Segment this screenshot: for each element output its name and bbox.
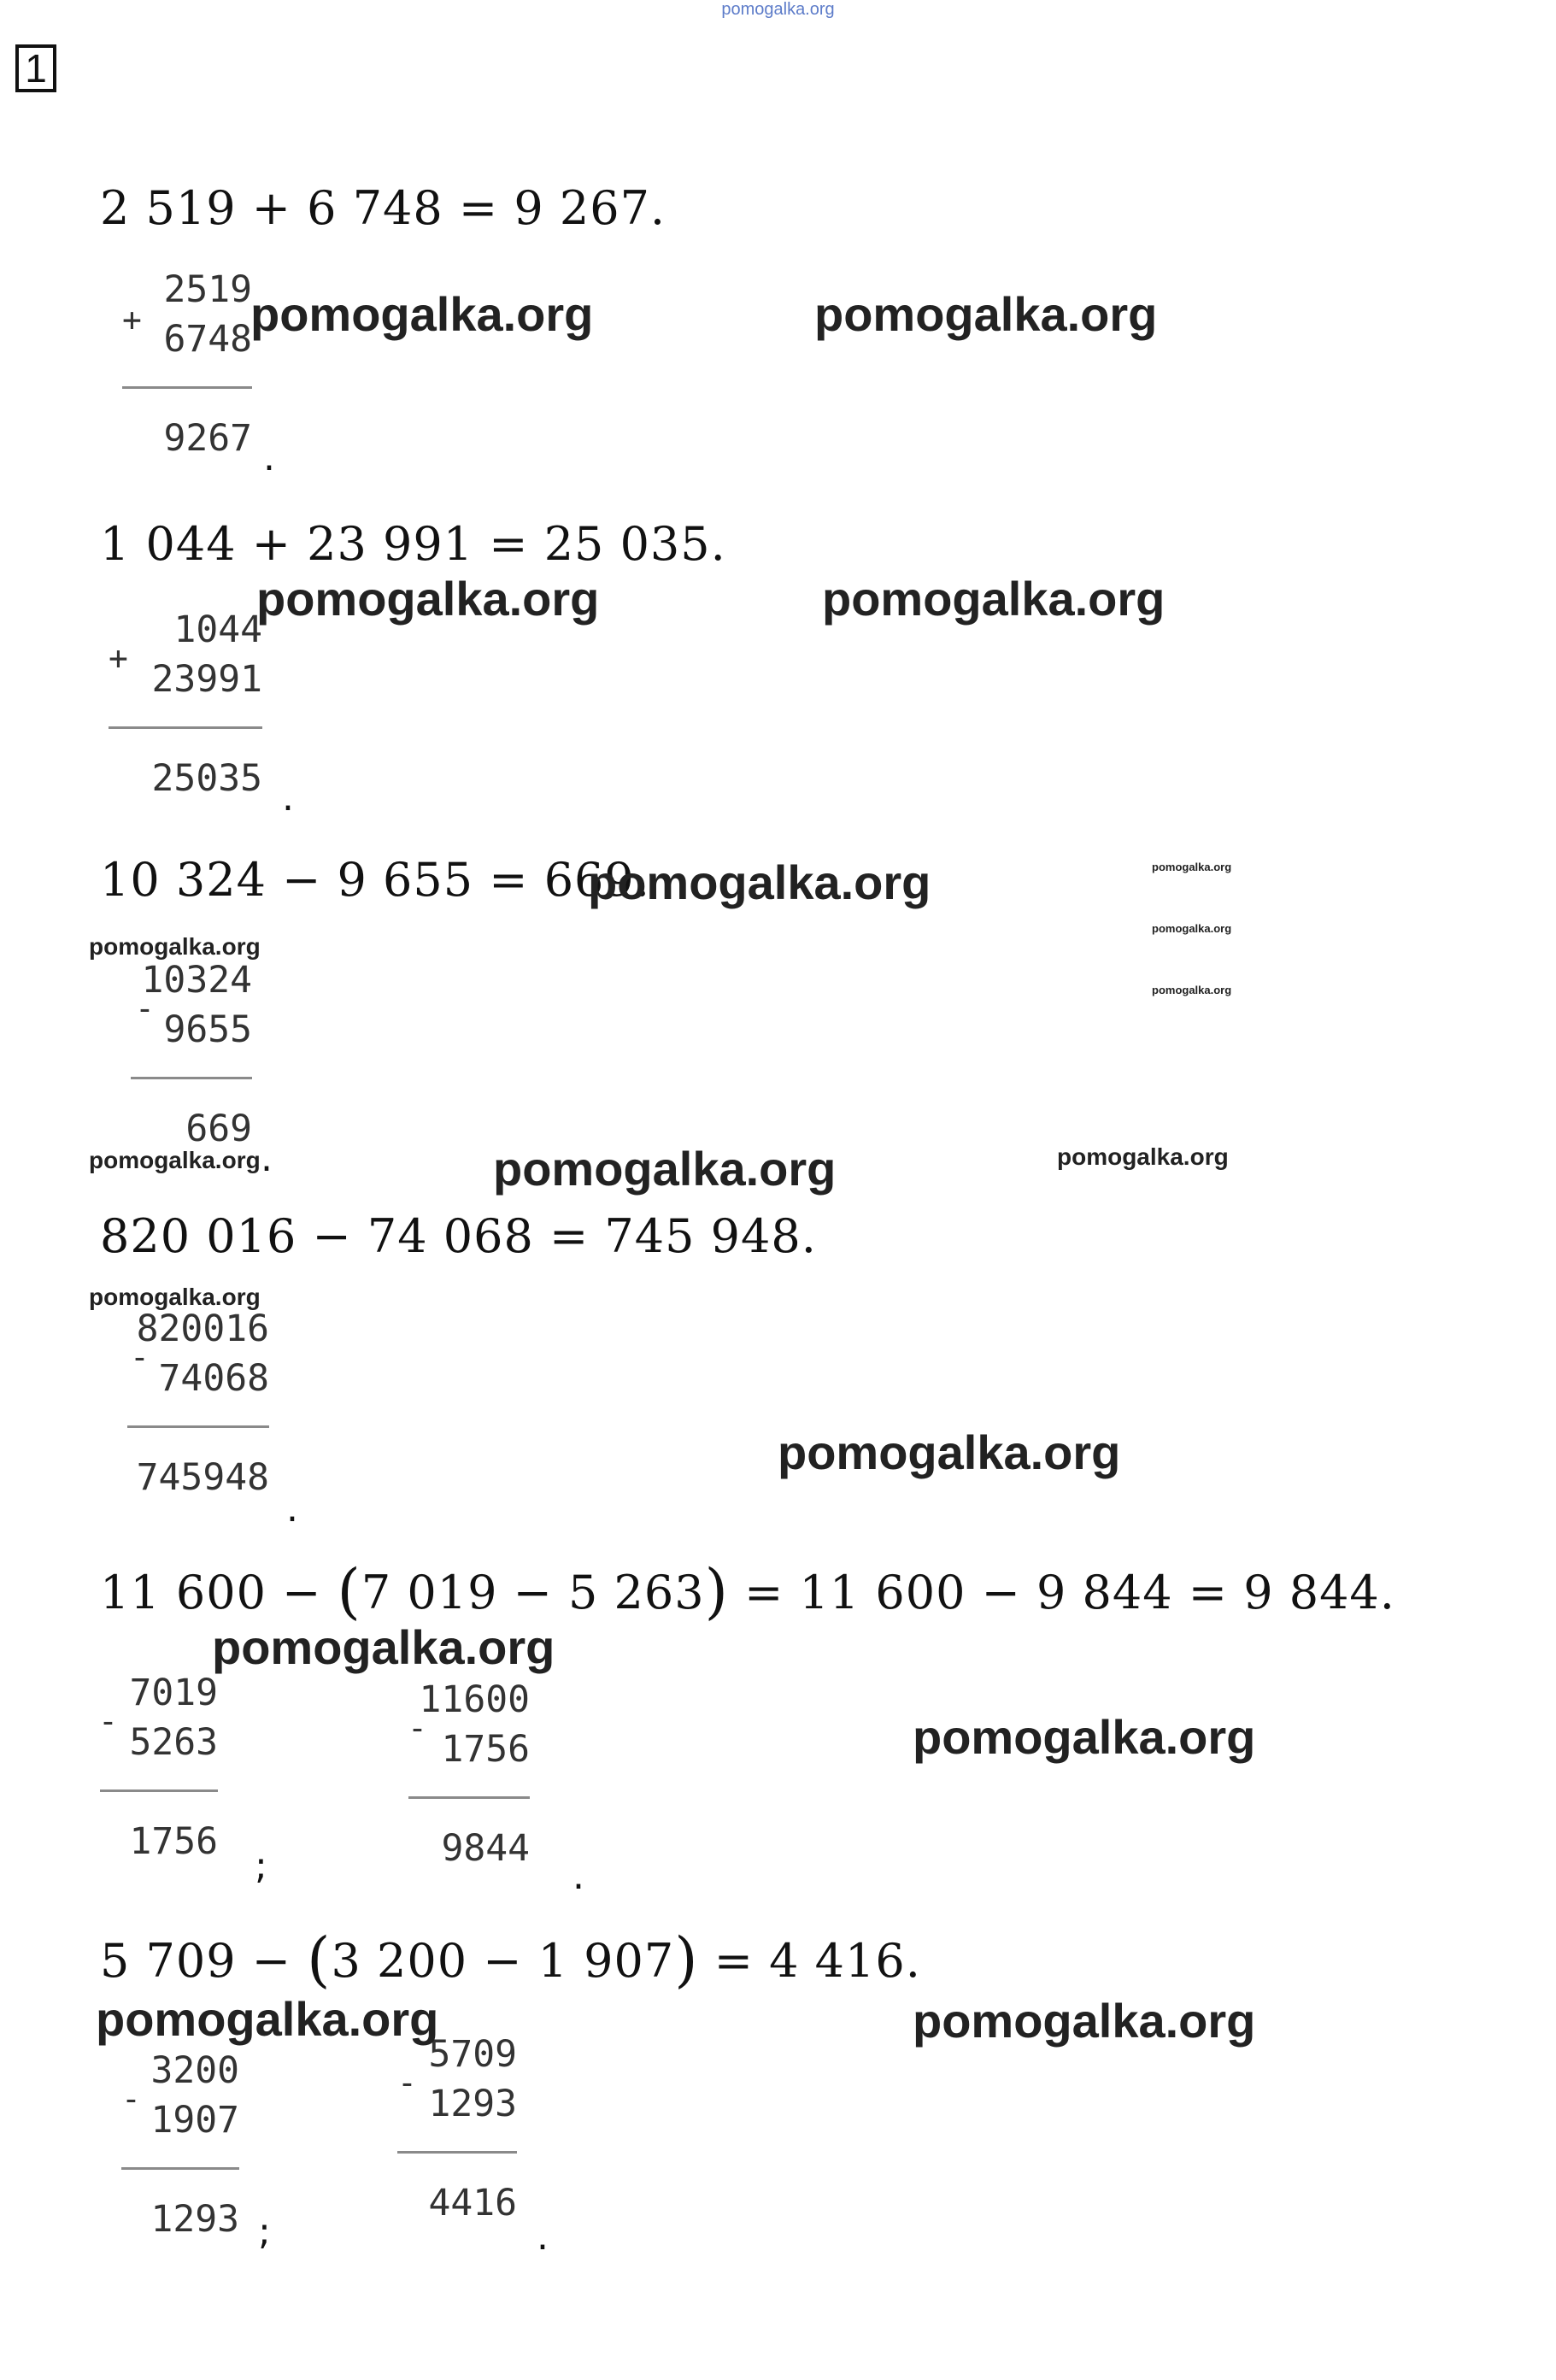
period: . <box>263 436 275 479</box>
watermark: pomogalka.org <box>1057 1143 1229 1170</box>
equation-2: 1 044 + 23 991 = 25 035. <box>100 517 726 571</box>
bottom-number: 5263 <box>129 1721 218 1764</box>
operator: + <box>109 639 128 677</box>
result-number: 4416 <box>428 2182 517 2224</box>
watermark: pomogalka.org <box>256 572 600 626</box>
operator: - <box>121 2080 141 2118</box>
top-number: 820016 <box>136 1308 269 1350</box>
equation-6-part-2: 3 200 − 1 907 <box>331 1934 675 1988</box>
difference-line <box>397 2151 517 2154</box>
operator: - <box>397 2064 417 2101</box>
difference-line <box>100 1789 218 1792</box>
top-number: 7019 <box>129 1672 218 1714</box>
semicolon: ; <box>258 2210 271 2254</box>
bottom-number: 6748 <box>163 318 252 361</box>
top-number: 10324 <box>141 959 252 1002</box>
task-number-box: 1 <box>15 44 56 92</box>
equation-4: 820 016 − 74 068 = 745 948. <box>100 1209 817 1263</box>
column-subtraction-6 <box>342 1675 530 1870</box>
bottom-number: 23991 <box>151 658 262 701</box>
top-number: 5709 <box>428 2033 517 2076</box>
equation-6-part-1: 5 709 − <box>100 1934 308 1988</box>
watermark: pomogalka.org <box>814 287 1158 341</box>
operator: - <box>98 1702 118 1740</box>
watermark: pomogalka.org <box>1152 984 1232 996</box>
column-subtraction-7 <box>51 2046 239 2241</box>
bottom-number: 9655 <box>163 1008 252 1051</box>
equation-6 <box>100 1925 921 1995</box>
sum-line <box>109 726 262 729</box>
operator: - <box>130 1338 150 1376</box>
right-paren: ) <box>674 1925 699 1995</box>
difference-line <box>121 2167 239 2170</box>
sum-line <box>122 386 252 389</box>
result-number: 25035 <box>151 757 262 800</box>
watermark: pomogalka.org <box>212 1620 555 1674</box>
watermark: pomogalka.org <box>588 855 931 909</box>
column-subtraction-8 <box>329 2030 517 2224</box>
operator: - <box>135 990 155 1027</box>
bottom-number: 1293 <box>428 2083 517 2125</box>
equation-5-part-1: 11 600 − <box>100 1566 338 1619</box>
watermark: pomogalka.org <box>822 572 1166 626</box>
result-number: 745948 <box>136 1456 269 1499</box>
period: . <box>537 2215 549 2259</box>
top-number: 1044 <box>173 608 262 651</box>
result-number: 9844 <box>441 1827 530 1870</box>
equation-5-part-3: = 11 600 − 9 844 = 9 844. <box>728 1566 1395 1619</box>
operator: - <box>408 1709 427 1747</box>
equation-5-part-2: 7 019 − 5 263 <box>361 1566 705 1619</box>
right-paren: ) <box>704 1556 729 1626</box>
left-paren: ( <box>337 1556 361 1626</box>
period: . <box>282 776 294 820</box>
column-subtraction-4 <box>81 1304 269 1499</box>
result-number: 1756 <box>129 1820 218 1863</box>
watermark: pomogalka.org <box>913 1710 1256 1764</box>
column-addition-1 <box>64 265 252 460</box>
equation-5 <box>100 1556 1395 1626</box>
bottom-number: 1756 <box>441 1728 530 1771</box>
watermark: pomogalka.org <box>493 1142 837 1196</box>
top-number: 2519 <box>163 268 252 311</box>
watermark-top: pomogalka.org <box>721 0 835 19</box>
left-paren: ( <box>307 1925 332 1995</box>
difference-line <box>131 1077 252 1079</box>
result-number: 669 <box>185 1108 252 1150</box>
result-number: 9267 <box>163 417 252 460</box>
period: . <box>286 1487 298 1531</box>
column-subtraction-3 <box>64 955 252 1150</box>
watermark: pomogalka.org <box>778 1425 1121 1479</box>
watermark: pomogalka.org <box>89 1147 261 1173</box>
watermark: pomogalka.org <box>89 1284 261 1310</box>
watermark: pomogalka.org <box>96 1992 439 2046</box>
watermark: pomogalka.org <box>250 287 594 341</box>
top-number: 11600 <box>419 1678 530 1721</box>
semicolon: ; <box>255 1844 267 1888</box>
bottom-number: 74068 <box>158 1357 269 1400</box>
period: . <box>572 1854 584 1898</box>
equation-3: 10 324 − 9 655 = 669. <box>100 853 650 907</box>
result-number: 1293 <box>150 2198 239 2241</box>
column-addition-2 <box>74 605 262 800</box>
watermark: pomogalka.org <box>913 1994 1256 2048</box>
difference-line <box>408 1796 530 1799</box>
operator: + <box>122 301 142 338</box>
watermark: pomogalka.org <box>1152 861 1232 873</box>
equation-1: 2 519 + 6 748 = 9 267. <box>100 181 666 235</box>
watermark: pomogalka.org <box>89 933 261 960</box>
bottom-number: 1907 <box>150 2099 239 2142</box>
watermark: pomogalka.org <box>1152 922 1232 935</box>
difference-line <box>127 1425 269 1428</box>
period: . <box>261 1137 273 1180</box>
equation-6-part-3: = 4 416. <box>698 1934 921 1988</box>
column-subtraction-5 <box>30 1668 218 1863</box>
top-number: 3200 <box>150 2049 239 2092</box>
